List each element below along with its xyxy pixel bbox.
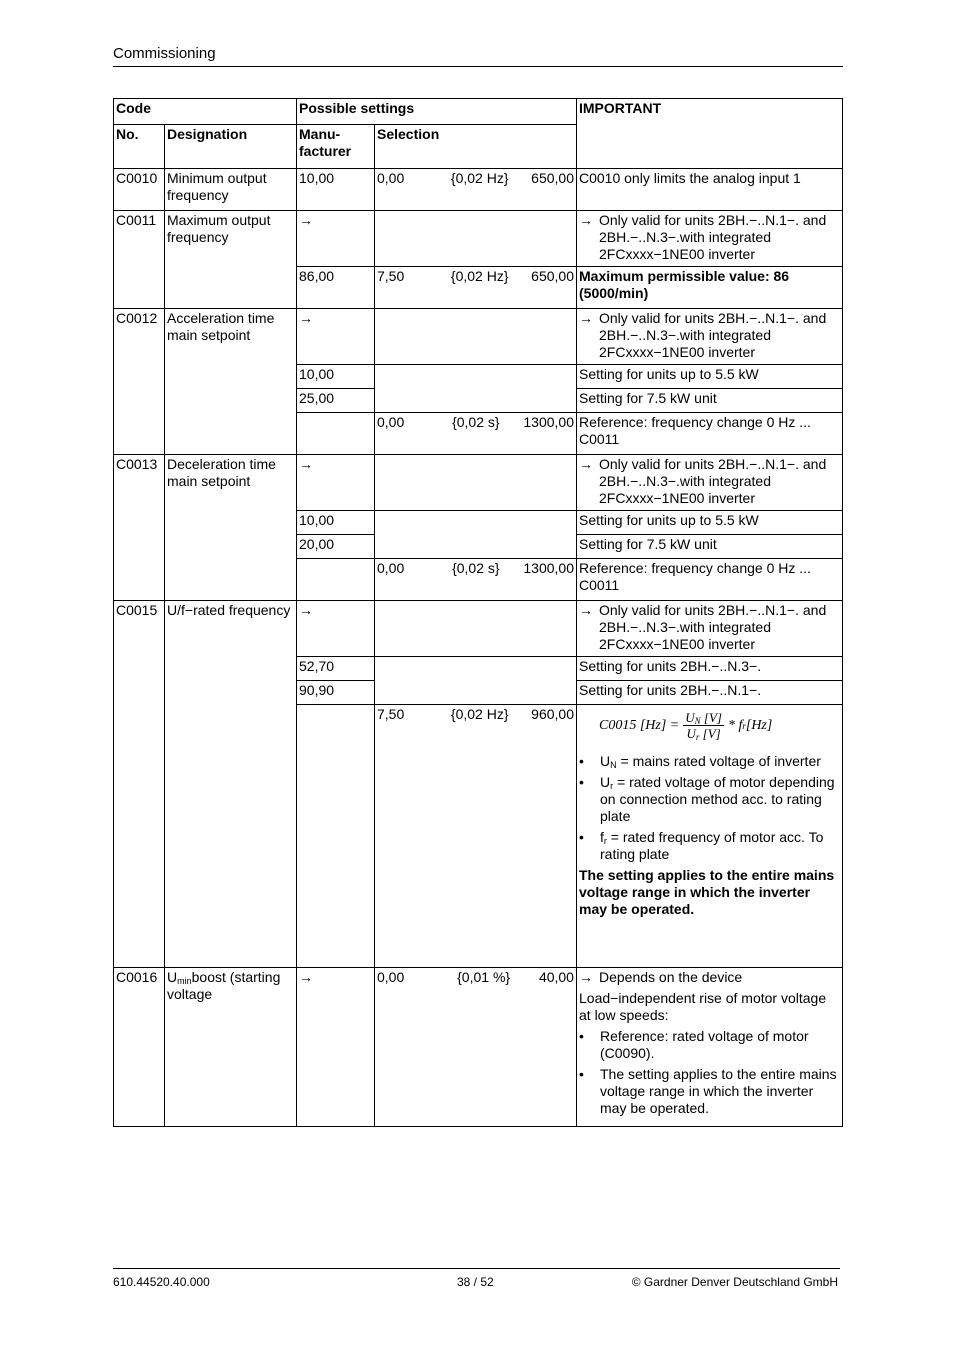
page-number: 38 / 52 (457, 1275, 494, 1289)
important-cell (577, 705, 843, 968)
list-item: • $U_r$ = rated voltage of motor depending on connection method acc. to rating plate (579, 774, 835, 824)
important-note: Depends on the device (599, 969, 743, 985)
designation: Maximum output frequency (165, 211, 297, 309)
important-note: Maximum permissible value: 86 (5000/min) (577, 267, 843, 309)
min-value: 7,50 (377, 268, 405, 284)
important-note: Setting for 7.5 kW unit (577, 535, 843, 559)
selection (375, 413, 577, 455)
table-row-c0013 (114, 455, 843, 511)
max-value: 1300,00 (523, 560, 574, 576)
table-row-c0010 (114, 169, 843, 211)
arrow-icon: → (297, 601, 375, 657)
arrow-icon: → (297, 455, 375, 511)
important-note: Setting for units 2BH.−..N.3−. (577, 657, 843, 681)
max-value: 960,00 (531, 706, 574, 722)
arrow-icon: → (579, 456, 593, 472)
important-note: Only valid for units 2BH.−..N.1−. and 2BH.−..N.3−.with integrated 2FCxxxx−1NE00 inverter (599, 456, 827, 506)
min-value: 0,00 (377, 560, 405, 576)
selection (375, 968, 577, 1127)
arrow-icon: → (297, 968, 375, 1127)
manufacturer-value: 10,00 (297, 511, 375, 535)
manufacturer-value: 90,90 (297, 681, 375, 705)
step-value: {0,02 s} (452, 414, 500, 430)
arrow-icon: → (579, 602, 593, 618)
step-value: {0,02 Hz} (450, 268, 509, 284)
step-value: {0,01 %} (457, 969, 511, 985)
min-value: 0,00 (377, 414, 405, 430)
important-note: Setting for units 2BH.−..N.1−. (577, 681, 843, 705)
table-row-c0016 (114, 968, 843, 1127)
step-value: {0,02 s} (452, 560, 500, 576)
formula: C0015 [Hz] = $\frac{U_N [V]}{U_r [V]}$ * f r [Hz] (599, 710, 773, 742)
table-row-c0015 (114, 601, 843, 657)
bullet-list (579, 753, 840, 863)
step-value: {0,02 Hz} (450, 170, 509, 186)
list-item: • The setting applies to the entire mains voltage range in which the inverter may be operated. (579, 1066, 837, 1116)
selection (375, 705, 577, 968)
code-no: C0012 (114, 309, 165, 455)
col-selection: Selection (375, 125, 577, 169)
copyright: © Gardner Denver Deutschland GmbH (631, 1275, 838, 1289)
parameter-table (113, 98, 843, 1127)
col-no: No. (114, 125, 165, 169)
important-note: Only valid for units 2BH.−..N.1−. and 2BH.−..N.3−.with integrated 2FCxxxx−1NE00 inverter (599, 602, 827, 652)
manufacturer-value: 20,00 (297, 535, 375, 559)
code-no: C0016 (114, 968, 165, 1127)
manufacturer-value: 52,70 (297, 657, 375, 681)
selection (375, 267, 577, 309)
max-value: 40,00 (538, 969, 574, 985)
selection (375, 169, 577, 211)
designation: Minimum output frequency (165, 169, 297, 211)
min-value: 0,00 (377, 969, 405, 985)
col-manufacturer: Manu- facturer (297, 125, 375, 169)
max-value: 650,00 (531, 170, 574, 186)
important-note: Setting for units up to 5.5 kW (577, 511, 843, 535)
code-no: C0010 (114, 169, 165, 211)
important-note: Only valid for units 2BH.−..N.1−. and 2BH.−..N.3−.with integrated 2FCxxxx−1NE00 inverter (599, 212, 827, 262)
code-no: C0011 (114, 211, 165, 309)
min-value: 7,50 (377, 706, 405, 722)
list-item: • $f_r$ = rated frequency of motor acc. To rating plate (579, 829, 824, 862)
manufacturer-value: 10,00 (297, 169, 375, 211)
doc-number: 610.44520.40.000 (113, 1275, 210, 1289)
description: Load−independent rise of motor voltage at low speeds: (579, 990, 827, 1023)
arrow-icon: → (297, 211, 375, 267)
arrow-icon: → (579, 969, 593, 985)
bullet-list (579, 1028, 840, 1117)
max-value: 650,00 (531, 268, 574, 284)
important-note: Only valid for units 2BH.−..N.1−. and 2BH.−..N.3−.with integrated 2FCxxxx−1NE00 inverter (599, 310, 827, 360)
arrow-icon: → (297, 309, 375, 365)
code-no: C0013 (114, 455, 165, 601)
table-row-c0012 (114, 309, 843, 365)
arrow-icon: → (579, 310, 593, 326)
important-note: Reference: frequency change 0 Hz ... C0011 (577, 559, 843, 601)
bold-note: The setting applies to the entire mains voltage range in which the inverter may be operated. (579, 867, 835, 917)
col-important: IMPORTANT (577, 99, 843, 169)
designation: Acceleration time main setpoint (165, 309, 297, 455)
important-note: Reference: frequency change 0 Hz ... C0011 (577, 413, 843, 455)
arrow-icon: → (579, 212, 593, 228)
designation: Deceleration time main setpoint (165, 455, 297, 601)
table-row-c0011 (114, 211, 843, 267)
page-header-section: Commissioning (113, 45, 216, 62)
designation: U/f−rated frequency (165, 601, 297, 968)
manufacturer-value: 10,00 (297, 365, 375, 389)
important-cell (577, 968, 843, 1127)
important-note: C0010 only limits the analog input 1 (577, 169, 843, 211)
step-value: {0,02 Hz} (450, 706, 509, 722)
col-designation: Designation (165, 125, 297, 169)
designation: $U_{min}boost$ (starting voltage (165, 968, 297, 1127)
manufacturer-value: 86,00 (297, 267, 375, 309)
col-code: Code (114, 99, 297, 125)
important-note: Setting for 7.5 kW unit (577, 389, 843, 413)
footer-rule (113, 1268, 840, 1269)
code-no: C0015 (114, 601, 165, 968)
important-note: Setting for units up to 5.5 kW (577, 365, 843, 389)
min-value: 0,00 (377, 170, 405, 186)
list-item: • $U_N$ = mains rated voltage of inverter (579, 753, 821, 770)
col-possible-settings: Possible settings (297, 99, 577, 125)
manufacturer-value: 25,00 (297, 389, 375, 413)
header-rule (113, 66, 843, 67)
selection (375, 559, 577, 601)
max-value: 1300,00 (523, 414, 574, 430)
list-item: • Reference: rated voltage of motor (C0090). (579, 1028, 809, 1061)
